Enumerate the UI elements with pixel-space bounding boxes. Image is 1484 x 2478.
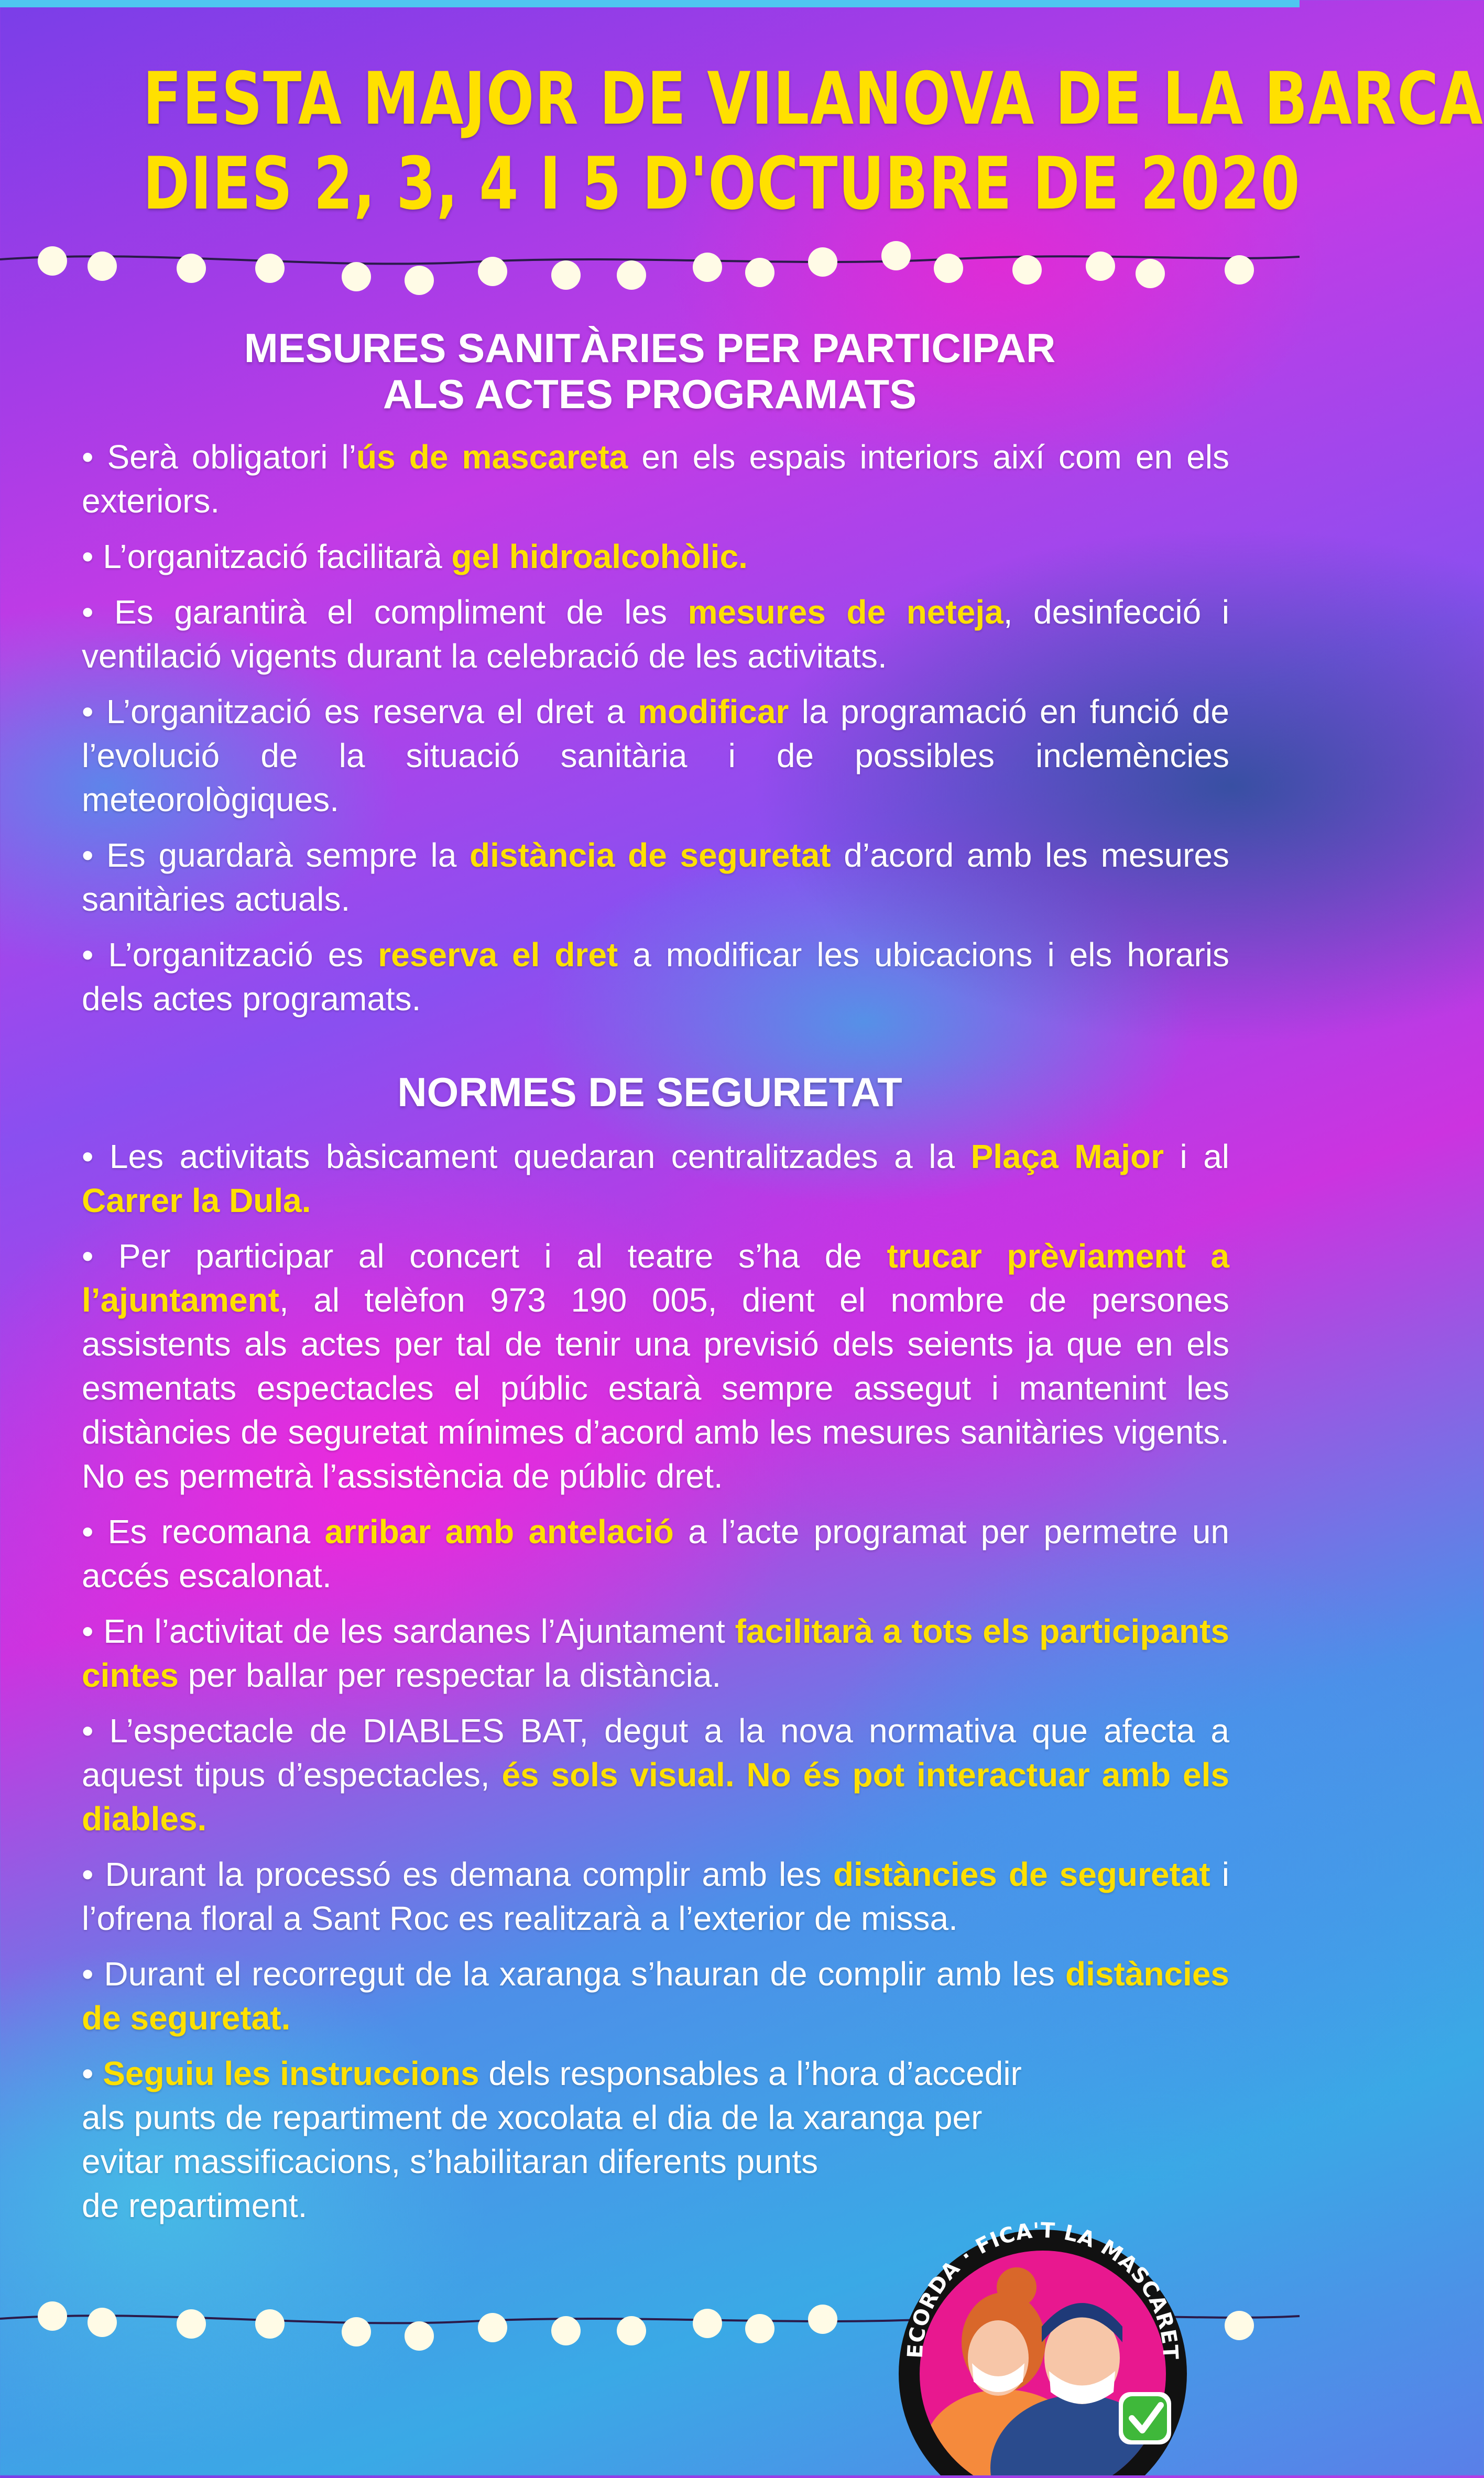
section1-heading-line2: ALS ACTES PROGRAMATS — [383, 371, 917, 417]
list-item: • Per participar al concert i al teatre s’ha de trucar prèviament a l’ajuntament, al telèfon 973 190 005, dient el nombre de persones assistents als actes per tal de tenir una previsió dels seients ja que en els esmentats espectacles el públic estarà sempre assegut i mantenint les distàncies de seguretat mínimes d’acord amb les mesures sanitàries vigents. No es permetrà l’assistència de públic dret. — [82, 1237, 1230, 1495]
list-item: • L’organització es reserva el dret a modificar la programació en funció de l’evolució de la situació sanitària i de possibles inclemències meteorològiques. — [82, 693, 1230, 818]
poster-title-line2: DIES 2, 3, 4 I 5 D'OCTUBRE DE 2020 — [143, 141, 1301, 226]
top-accent-bar — [0, 0, 1300, 7]
section1-list — [82, 435, 1229, 1021]
list-item: • Es recomana arribar amb antelació a l’acte programat per permetre un accés escalonat. — [82, 1513, 1230, 1595]
string-lights-top — [0, 231, 1300, 293]
list-item: • L’organització es reserva el dret a modificar les ubicacions i els horaris dels actes programats. — [82, 936, 1230, 1018]
list-item: • Es guardarà sempre la distància de seguretat d’acord amb les mesures sanitàries actuals. — [82, 836, 1230, 918]
section2-list — [82, 1134, 1229, 2228]
list-item: • Durant la processó es demana complir amb les distàncies de seguretat i l’ofrena floral a Sant Roc es realitzarà a l’exterior de missa. — [82, 1855, 1230, 1937]
section2-heading: NORMES DE SEGURETAT — [397, 1069, 902, 1115]
list-item: • L’espectacle de DIABLES BAT, degut a la nova normativa que afecta a aquest tipus d’espectacles, és sols visual. No és pot interactuar amb els diables. — [82, 1712, 1229, 1838]
list-item: • Durant el recorregut de la xaranga s’hauran de complir amb les distàncies de seguretat. — [82, 1955, 1229, 2037]
list-item-last: • Seguiu les instruccions dels responsables a l’hora d’accedir als punts de repartiment de xocolata el dia de la xaranga per evitar massificacions, s’habilitaran diferents punts de repartiment. — [82, 2055, 1022, 2224]
list-item: • En l’activitat de les sardanes l’Ajuntament facilitarà a tots els participants cintes per ballar per respectar la distància. — [82, 1612, 1230, 1694]
list-item: • Serà obligatori l’ús de mascareta en els espais interiors així com en els exteriors. — [82, 438, 1230, 520]
list-item: • Les activitats bàsicament quedaran centralitzades a la Plaça Major i al Carrer la Dula. — [82, 1138, 1230, 1219]
mask-reminder-badge — [880, 2201, 1205, 2475]
list-item: • L’organització facilitarà gel hidroalcohòlic. — [82, 538, 748, 575]
poster-title-line1: FESTA MAJOR DE VILANOVA DE LA BARCA — [143, 57, 1484, 141]
section1-heading-line1: MESURES SANITÀRIES PER PARTICIPAR — [244, 325, 1056, 371]
section1-heading — [0, 325, 1300, 417]
badge-arc-text: ECORDA · FICA'T LA MASCARET — [903, 2218, 1183, 2359]
list-item: • Es garantirà el compliment de les mesures de neteja, desinfecció i ventilació vigents durant la celebració de les activitats. — [82, 593, 1230, 675]
